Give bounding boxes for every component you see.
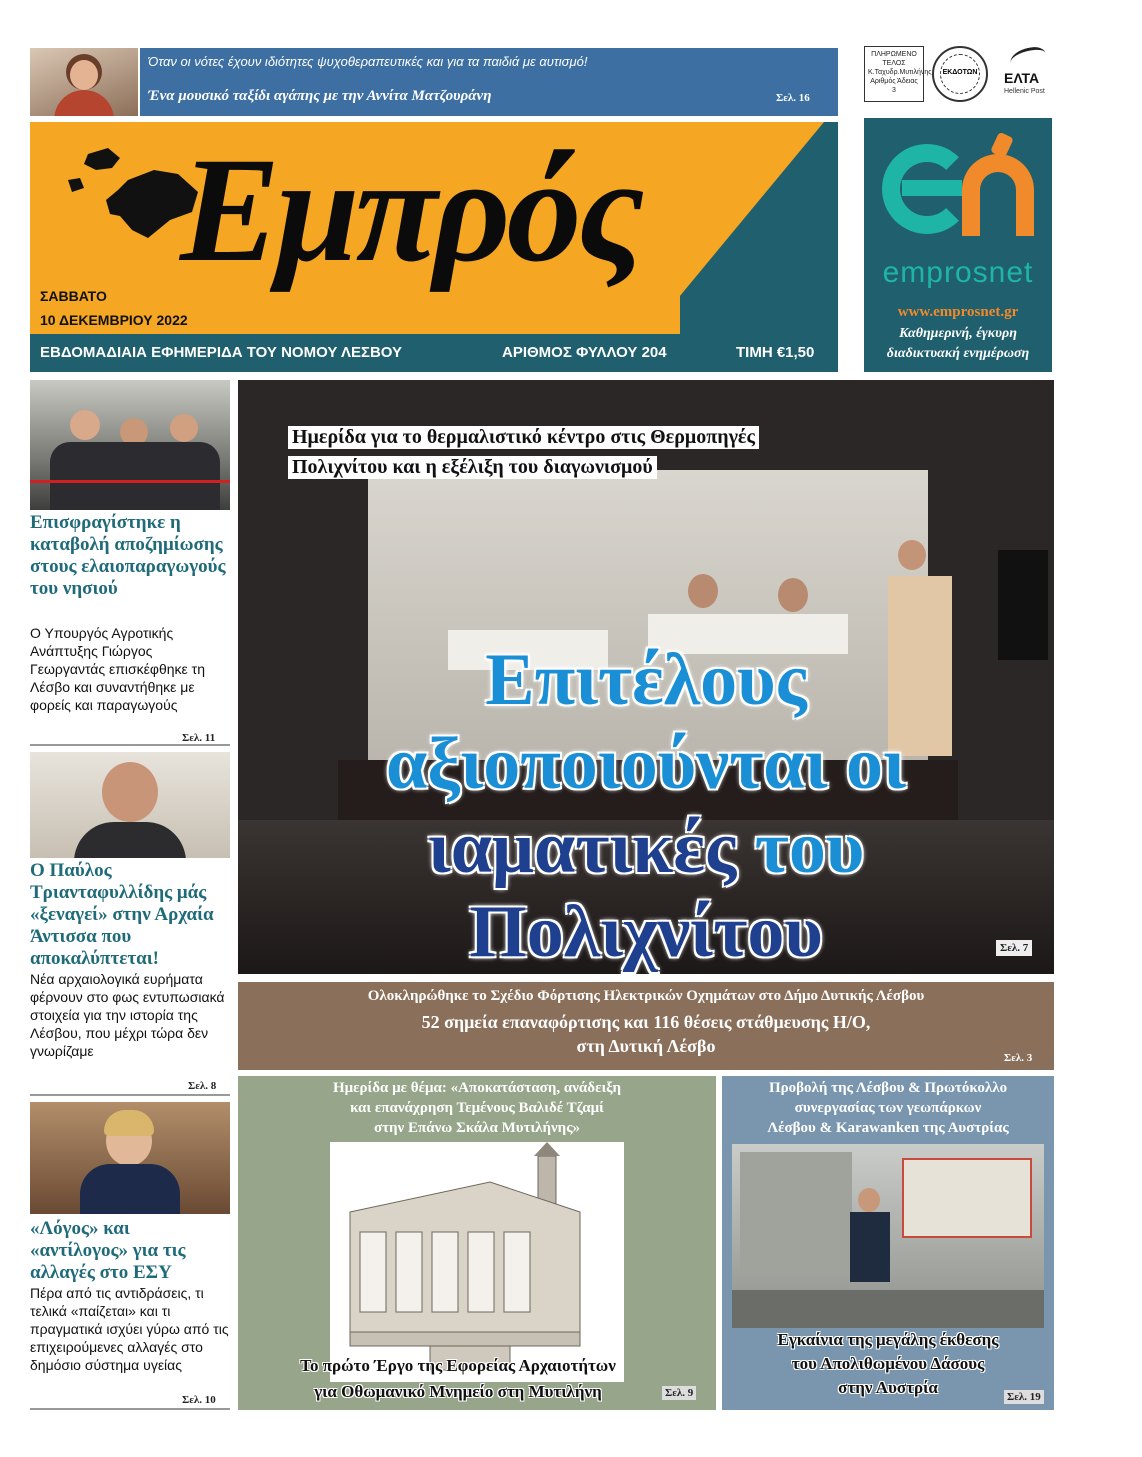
postage-stamp: ΠΛΗΡΩΜΕΝΟ ΤΕΛΟΣ Κ.Ταχυδρ.Μυτιλήνης Αριθμός Άδειας 3 bbox=[864, 46, 924, 102]
mosque-title-2: και επανάχρηση Τεμένους Βαλιδέ Τζαμί bbox=[350, 1100, 604, 1116]
austria-page-ref: Σελ. 19 bbox=[1004, 1390, 1044, 1404]
mosque-title-1: Ημερίδα με θέμα: «Αποκατάσταση, ανάδειξη bbox=[332, 1080, 622, 1096]
emprosnet-box[interactable] bbox=[864, 118, 1052, 372]
left-divider-2 bbox=[30, 1094, 230, 1096]
bird-icon bbox=[1009, 45, 1048, 71]
mosque-drawing-icon bbox=[330, 1142, 624, 1382]
austria-title-2: συνεργασίας των γεωπάρκων bbox=[794, 1100, 982, 1116]
mosque-page-ref: Σελ. 9 bbox=[662, 1386, 696, 1400]
story2-page-ref: Σελ. 8 bbox=[188, 1080, 217, 1092]
story2-headline[interactable]: Ο Παύλος Τριανταφυλλίδης μάς «ξεναγεί» στην Αρχαία Άντισσα που αποκαλύπτεται! bbox=[30, 860, 214, 969]
teal-corner bbox=[680, 122, 838, 334]
lead-headline-word-tou: του bbox=[754, 807, 865, 889]
emprosnet-logo-text: emprosnet bbox=[882, 256, 1034, 289]
mosque-caption-2: για Οθωμανικό Μνημείο στη Μυτιλήνη bbox=[314, 1382, 602, 1401]
masthead bbox=[30, 122, 838, 334]
lead-headline-line-2[interactable]: αξιοποιούνται οι bbox=[386, 723, 906, 805]
elta-logo: ΕΛΤΑ Hellenic Post bbox=[992, 46, 1062, 102]
story3-body: Πέρα από τις αντιδράσεις, τι τελικά «παίζεται» και τι πραγματικά ισχύει γύρω από τις επιχειρούμενες αλλαγές στο δημόσιο σύστημα υγείας bbox=[30, 1285, 229, 1373]
ribbon-cutting-photo bbox=[30, 380, 230, 510]
charging-story-band[interactable] bbox=[238, 982, 1054, 1070]
mosque-caption-1: Το πρώτο Έργο της Εφορείας Αρχαιοτήτων bbox=[300, 1356, 616, 1375]
lead-headline-word-iamatikes: ιαματικές bbox=[427, 807, 737, 889]
emprosnet-url[interactable]: www.emprosnet.gr bbox=[897, 304, 1019, 320]
story1-page-ref: Σελ. 11 bbox=[182, 732, 216, 744]
lead-page-ref: Σελ. 7 bbox=[996, 940, 1032, 956]
story3-page-ref: Σελ. 10 bbox=[182, 1394, 216, 1406]
publishers-seal-icon: ΕΚΔΟΤΩΝ bbox=[932, 46, 988, 102]
promo-line-2: Ένα μουσικό ταξίδι αγάπης με την Αννίτα Ματζουράνη bbox=[148, 88, 492, 104]
austria-title-1: Προβολή της Λέσβου & Πρωτόκολλο bbox=[768, 1080, 1008, 1096]
charging-kicker: Ολοκληρώθηκε το Σχέδιο Φόρτισης Ηλεκτρικών Οχημάτων στο Δήμο Δυτικής Λέσβου bbox=[367, 988, 925, 1004]
lead-kicker-2: Πολιχνίτου και η εξέλιξη του διαγωνισμού bbox=[288, 456, 657, 479]
austria-caption-2: του Απολιθωμένου Δάσους bbox=[791, 1354, 985, 1373]
promo-line-1: Όταν οι νότες έχουν ιδιότητες ψυχοθεραπευτικές και για τα παιδιά με αυτισμό! bbox=[148, 54, 588, 69]
mosque-rendering-image bbox=[330, 1142, 624, 1382]
masthead-info-bar bbox=[30, 334, 838, 372]
emprosnet-tagline-1: Καθημερινή, έγκυρη bbox=[899, 326, 1017, 341]
parliament-speaker-photo bbox=[30, 1102, 230, 1214]
charging-headline-1: 52 σημεία επαναφόρτισης και 116 θέσεις στάθμευσης Η/Ο, bbox=[421, 1012, 871, 1032]
lead-kicker-1: Ημερίδα για το θερμαλιστικό κέντρο στις Θερμοπηγές bbox=[288, 426, 759, 449]
lead-headline-line-1[interactable]: Επιτέλους bbox=[485, 639, 807, 721]
masthead-price: ΤΙΜΗ €1,50 bbox=[736, 344, 815, 361]
masthead-title: Εμπρός bbox=[180, 127, 641, 293]
story1-headline[interactable]: Επισφραγίστηκε η καταβολή αποζημίωσης στους ελαιοπαραγωγούς του νησιού bbox=[30, 512, 226, 599]
austria-story-box[interactable] bbox=[722, 1076, 1054, 1410]
story1-body: Ο Υπουργός Αγροτικής Ανάπτυξης Γιώργος Γεωργαντάς επισκέφθηκε τη Λέσβο και συναντήθηκε με φορείς και παραγωγούς bbox=[30, 625, 205, 713]
charging-headline-2: στη Δυτική Λέσβο bbox=[576, 1036, 716, 1056]
mosque-story-box[interactable] bbox=[238, 1076, 716, 1410]
story3-headline[interactable]: «Λόγος» και «αντίλογος» για τις αλλαγές στο ΕΣΥ bbox=[30, 1218, 186, 1283]
masthead-subtitle: ΕΒΔΟΜΑΔΙΑΙΑ ΕΦΗΜΕΡΙΔΑ ΤΟΥ ΝΟΜΟΥ ΛΕΣΒΟΥ bbox=[40, 344, 403, 361]
lead-headline-line-3[interactable] bbox=[238, 808, 1054, 888]
portrait-photo-triantafyllidis bbox=[30, 752, 230, 858]
promo-bar[interactable] bbox=[140, 48, 838, 116]
left-divider-1 bbox=[30, 744, 230, 746]
promo-portrait-photo bbox=[30, 48, 138, 116]
masthead-issue: ΑΡΙΘΜΟΣ ΦΥΛΛΟΥ 204 bbox=[502, 344, 667, 361]
austria-caption-3: στην Αυστρία bbox=[838, 1378, 938, 1397]
austria-caption-1: Εγκαίνια της μεγάλης έκθεσης bbox=[777, 1330, 999, 1349]
lead-headline-line-4[interactable]: Πολιχνίτου bbox=[469, 891, 823, 973]
emprosnet-logo-icon bbox=[882, 134, 1034, 246]
exhibition-opening-photo bbox=[732, 1144, 1044, 1328]
masthead-day: ΣΑΒΒΑΤΟ bbox=[40, 288, 107, 304]
emprosnet-tagline-2: διαδικτυακή ενημέρωση bbox=[886, 346, 1030, 361]
story2-body: Νέα αρχαιολογικά ευρήματα φέρνουν στο φως εντυπωσιακά στοιχεία για την ιστορία της Λέσβου, που μέχρι τώρα δεν γνωρίζαμε bbox=[30, 971, 225, 1059]
promo-page-ref: Σελ. 16 bbox=[776, 92, 810, 104]
mosque-title-3: στην Επάνω Σκάλα Μυτιλήνης» bbox=[373, 1120, 581, 1136]
left-divider-3 bbox=[30, 1408, 230, 1410]
austria-title-3: Λέσβου & Karawanken της Αυστρίας bbox=[767, 1120, 1009, 1136]
masthead-date: 10 ΔΕΚΕΜΒΡΙΟΥ 2022 bbox=[40, 312, 188, 328]
charging-page-ref: Σελ. 3 bbox=[1004, 1052, 1033, 1064]
